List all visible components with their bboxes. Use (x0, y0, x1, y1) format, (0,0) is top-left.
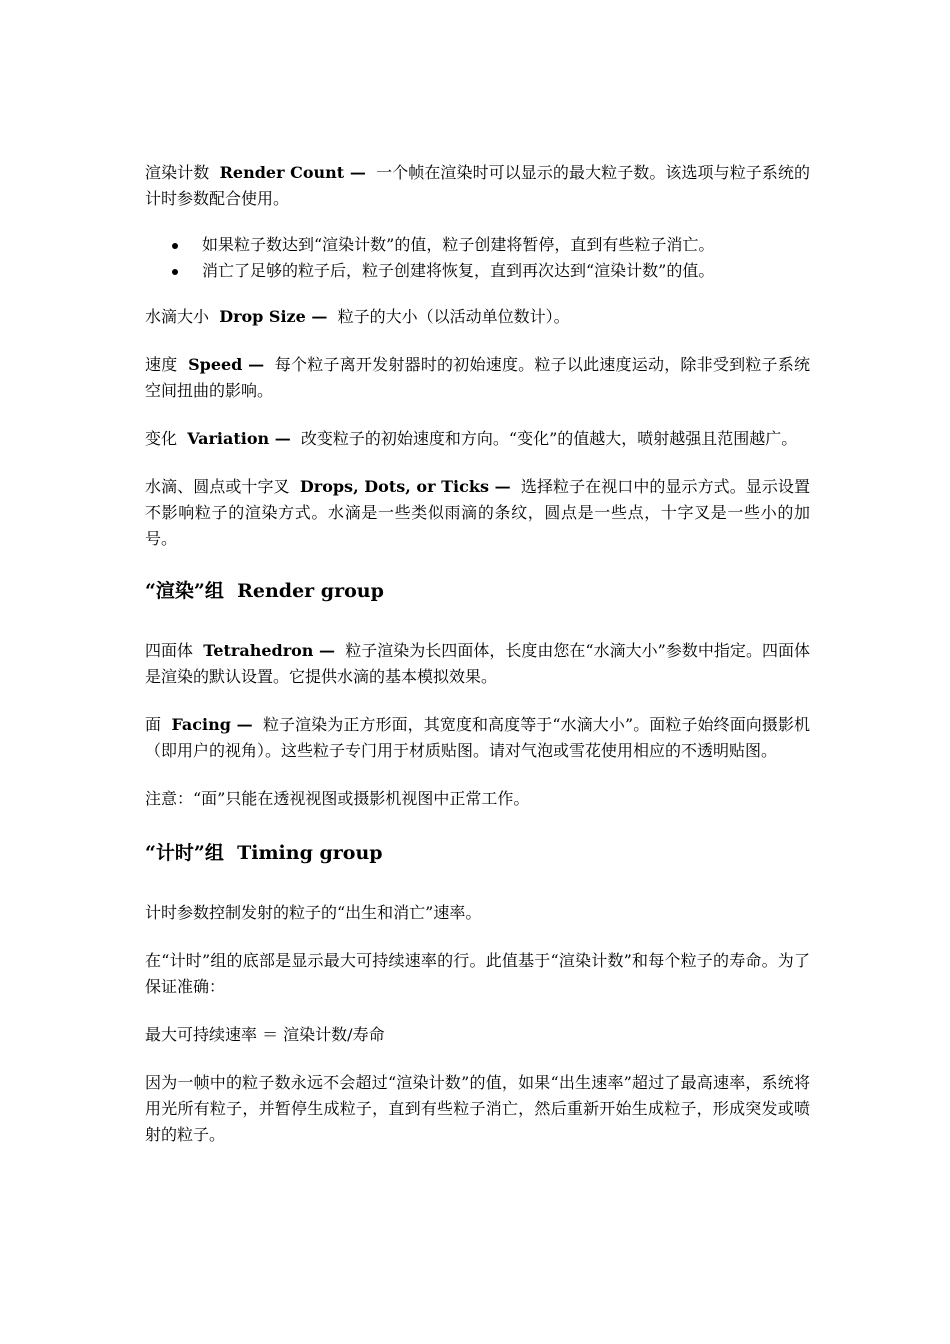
drop-size-en: Drop Size — (219, 307, 328, 326)
render-count-paragraph (145, 160, 810, 212)
variation-en: Variation — (187, 429, 291, 448)
formula-paragraph: 最大可持续速率 ＝ 渲染计数/寿命 (145, 1025, 385, 1044)
tetrahedron-text: 粒子渲染为长四面体，长度由您在“水滴大小”参数中指定。四面体是渲染的默认设置。它提供水滴的基本模拟效果。 (145, 641, 810, 686)
facing-text: 粒子渲染为正方形面，其宽度和高度等于“水滴大小”。面粒子始终面向摄影机（即用户的视角）。这些粒子专门用于材质贴图。请对气泡或雪花使用相应的不透明贴图。 (145, 715, 811, 760)
speed-cn: 速度 (145, 355, 178, 374)
bullet-text: 如果粒子数达到“渲染计数”的值，粒子创建将暂停，直到有些粒子消亡。 (202, 235, 715, 254)
timing-group-cn: “计时”组 (145, 842, 224, 864)
render-group-en: Render group (237, 580, 384, 602)
drops-paragraph (145, 474, 810, 552)
speed-text: 每个粒子离开发射器时的初始速度。粒子以此速度运动，除非受到粒子系统空间扭曲的影响。 (145, 355, 810, 400)
render-count-en: Render Count — (219, 163, 366, 182)
drops-cn: 水滴、圆点或十字叉 (145, 477, 290, 496)
tetrahedron-cn: 四面体 (145, 641, 194, 660)
speed-en: Speed — (188, 355, 265, 374)
facing-paragraph (145, 712, 810, 764)
variation-paragraph (145, 426, 810, 452)
note-paragraph: 注意：“面”只能在透视视图或摄影机视图中正常工作。 (145, 789, 530, 808)
variation-text: 改变粒子的初始速度和方向。“变化”的值越大，喷射越强且范围越广。 (300, 429, 798, 448)
drops-text: 选择粒子在视口中的显示方式。显示设置不影响粒子的渲染方式。水滴是一些类似雨滴的条纹，圆点是一些点，十字叉是一些小的加号。 (145, 477, 811, 548)
facing-en: Facing — (171, 715, 253, 734)
render-count-bullets (145, 232, 810, 284)
speed-paragraph (145, 352, 810, 404)
because-paragraph: 因为一帧中的粒子数永远不会超过“渲染计数”的值，如果“出生速率”超过了最高速率，系统将用光所有粒子，并暂停生成粒子，直到有些粒子消亡，然后重新开始生成粒子，形成突发或喷射的粒子。 (145, 1073, 810, 1144)
timing-group-en: Timing group (237, 842, 383, 864)
bullet-dot-icon (172, 269, 178, 275)
render-group-heading (145, 578, 810, 604)
bullet-dot-icon (172, 243, 178, 249)
facing-cn: 面 (145, 715, 162, 734)
timing-group-heading (145, 840, 810, 866)
bullet-text: 消亡了足够的粒子后，粒子创建将恢复，直到再次达到“渲染计数”的值。 (202, 261, 715, 280)
bullet-item (145, 258, 810, 284)
render-count-text: 一个帧在渲染时可以显示的最大粒子数。该选项与粒子系统的计时参数配合使用。 (145, 163, 810, 208)
timing-bottom-paragraph: 在“计时”组的底部是显示最大可持续速率的行。此值基于“渲染计数”和每个粒子的寿命。为了保证准确： (145, 951, 810, 996)
tetrahedron-en: Tetrahedron — (203, 641, 336, 660)
tetrahedron-paragraph (145, 638, 810, 690)
document-page (145, 160, 810, 1148)
timing-intro-paragraph: 计时参数控制发射的粒子的“出生和消亡”速率。 (145, 903, 482, 922)
drop-size-paragraph (145, 304, 810, 330)
drop-size-cn: 水滴大小 (145, 307, 210, 326)
render-group-cn: “渲染”组 (145, 580, 224, 602)
render-count-cn: 渲染计数 (145, 163, 210, 182)
drop-size-text: 粒子的大小（以活动单位数计）。 (337, 307, 570, 326)
drops-en: Drops, Dots, or Ticks — (299, 477, 511, 496)
variation-cn: 变化 (145, 429, 178, 448)
bullet-item (145, 232, 810, 258)
